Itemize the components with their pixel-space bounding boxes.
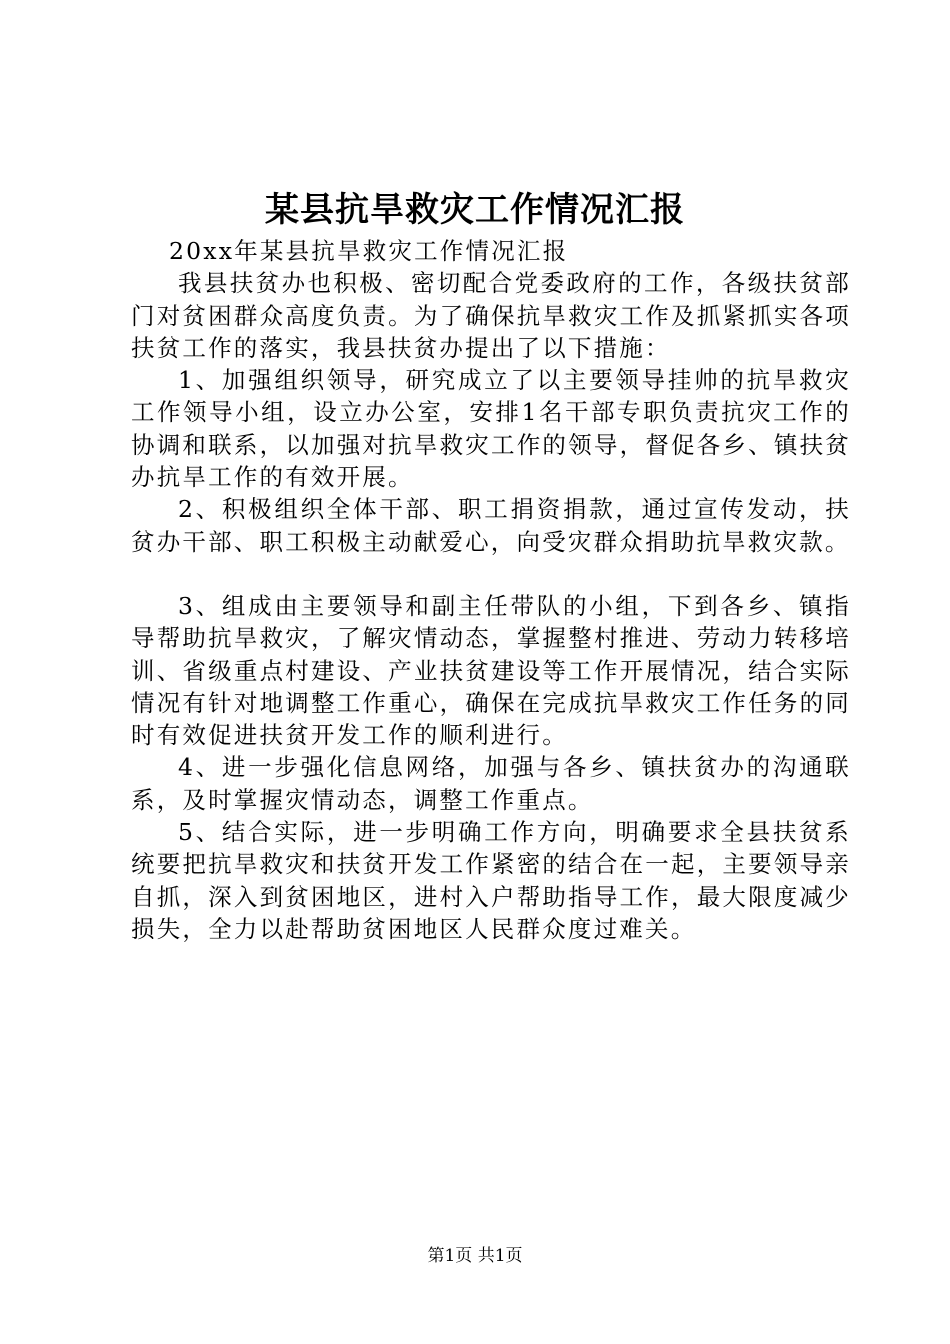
paragraph-measure-4: 4、进一步强化信息网络，加强与各乡、镇扶贫办的沟通联系，及时掌握灾情动态，调整工作重点。: [131, 753, 851, 814]
paragraph-measure-2: 2、积极组织全体干部、职工捐资捐款，通过宣传发动，扶贫办干部、职工积极主动献爱心，向受灾群众捐助抗旱救灾款。: [131, 495, 851, 556]
paragraph-measure-3: 3、组成由主要领导和副主任带队的小组，下到各乡、镇指导帮助抗旱救灾，了解灾情动态，掌握整村推进、劳动力转移培训、省级重点村建设、产业扶贫建设等工作开展情况，结合实际情况有针对地调整工作重心，确保在完成抗旱救灾工作任务的同时有效促进扶贫开发工作的顺利进行。: [131, 591, 851, 750]
paragraph-subtitle: 20xx年某县抗旱救灾工作情况汇报: [169, 237, 569, 265]
paragraph-measure-1: 1、加强组织领导，研究成立了以主要领导挂帅的抗旱救灾工作领导小组，设立办公室，安排1名干部专职负责抗灾工作的协调和联系，以加强对抗旱救灾工作的领导，督促各乡、镇扶贫办抗旱工作的有效开展。: [131, 366, 851, 492]
paragraph-intro: 我县扶贫办也积极、密切配合党委政府的工作，各级扶贫部门对贫困群众高度负责。为了确保抗旱救灾工作及抓紧抓实各项扶贫工作的落实，我县扶贫办提出了以下措施：: [131, 269, 851, 362]
page-number-footer: 第1页 共1页: [427, 1246, 523, 1266]
document-body: [131, 235, 851, 945]
document-title: 某县抗旱救灾工作情况汇报: [265, 190, 685, 230]
paragraph-measure-5: 5、结合实际，进一步明确工作方向，明确要求全县扶贫系统要把抗旱救灾和扶贫开发工作紧密的结合在一起，主要领导亲自抓，深入到贫困地区，进村入户帮助指导工作，最大限度减少损失，全力以赴帮助贫困地区人民群众度过难关。: [131, 818, 851, 943]
